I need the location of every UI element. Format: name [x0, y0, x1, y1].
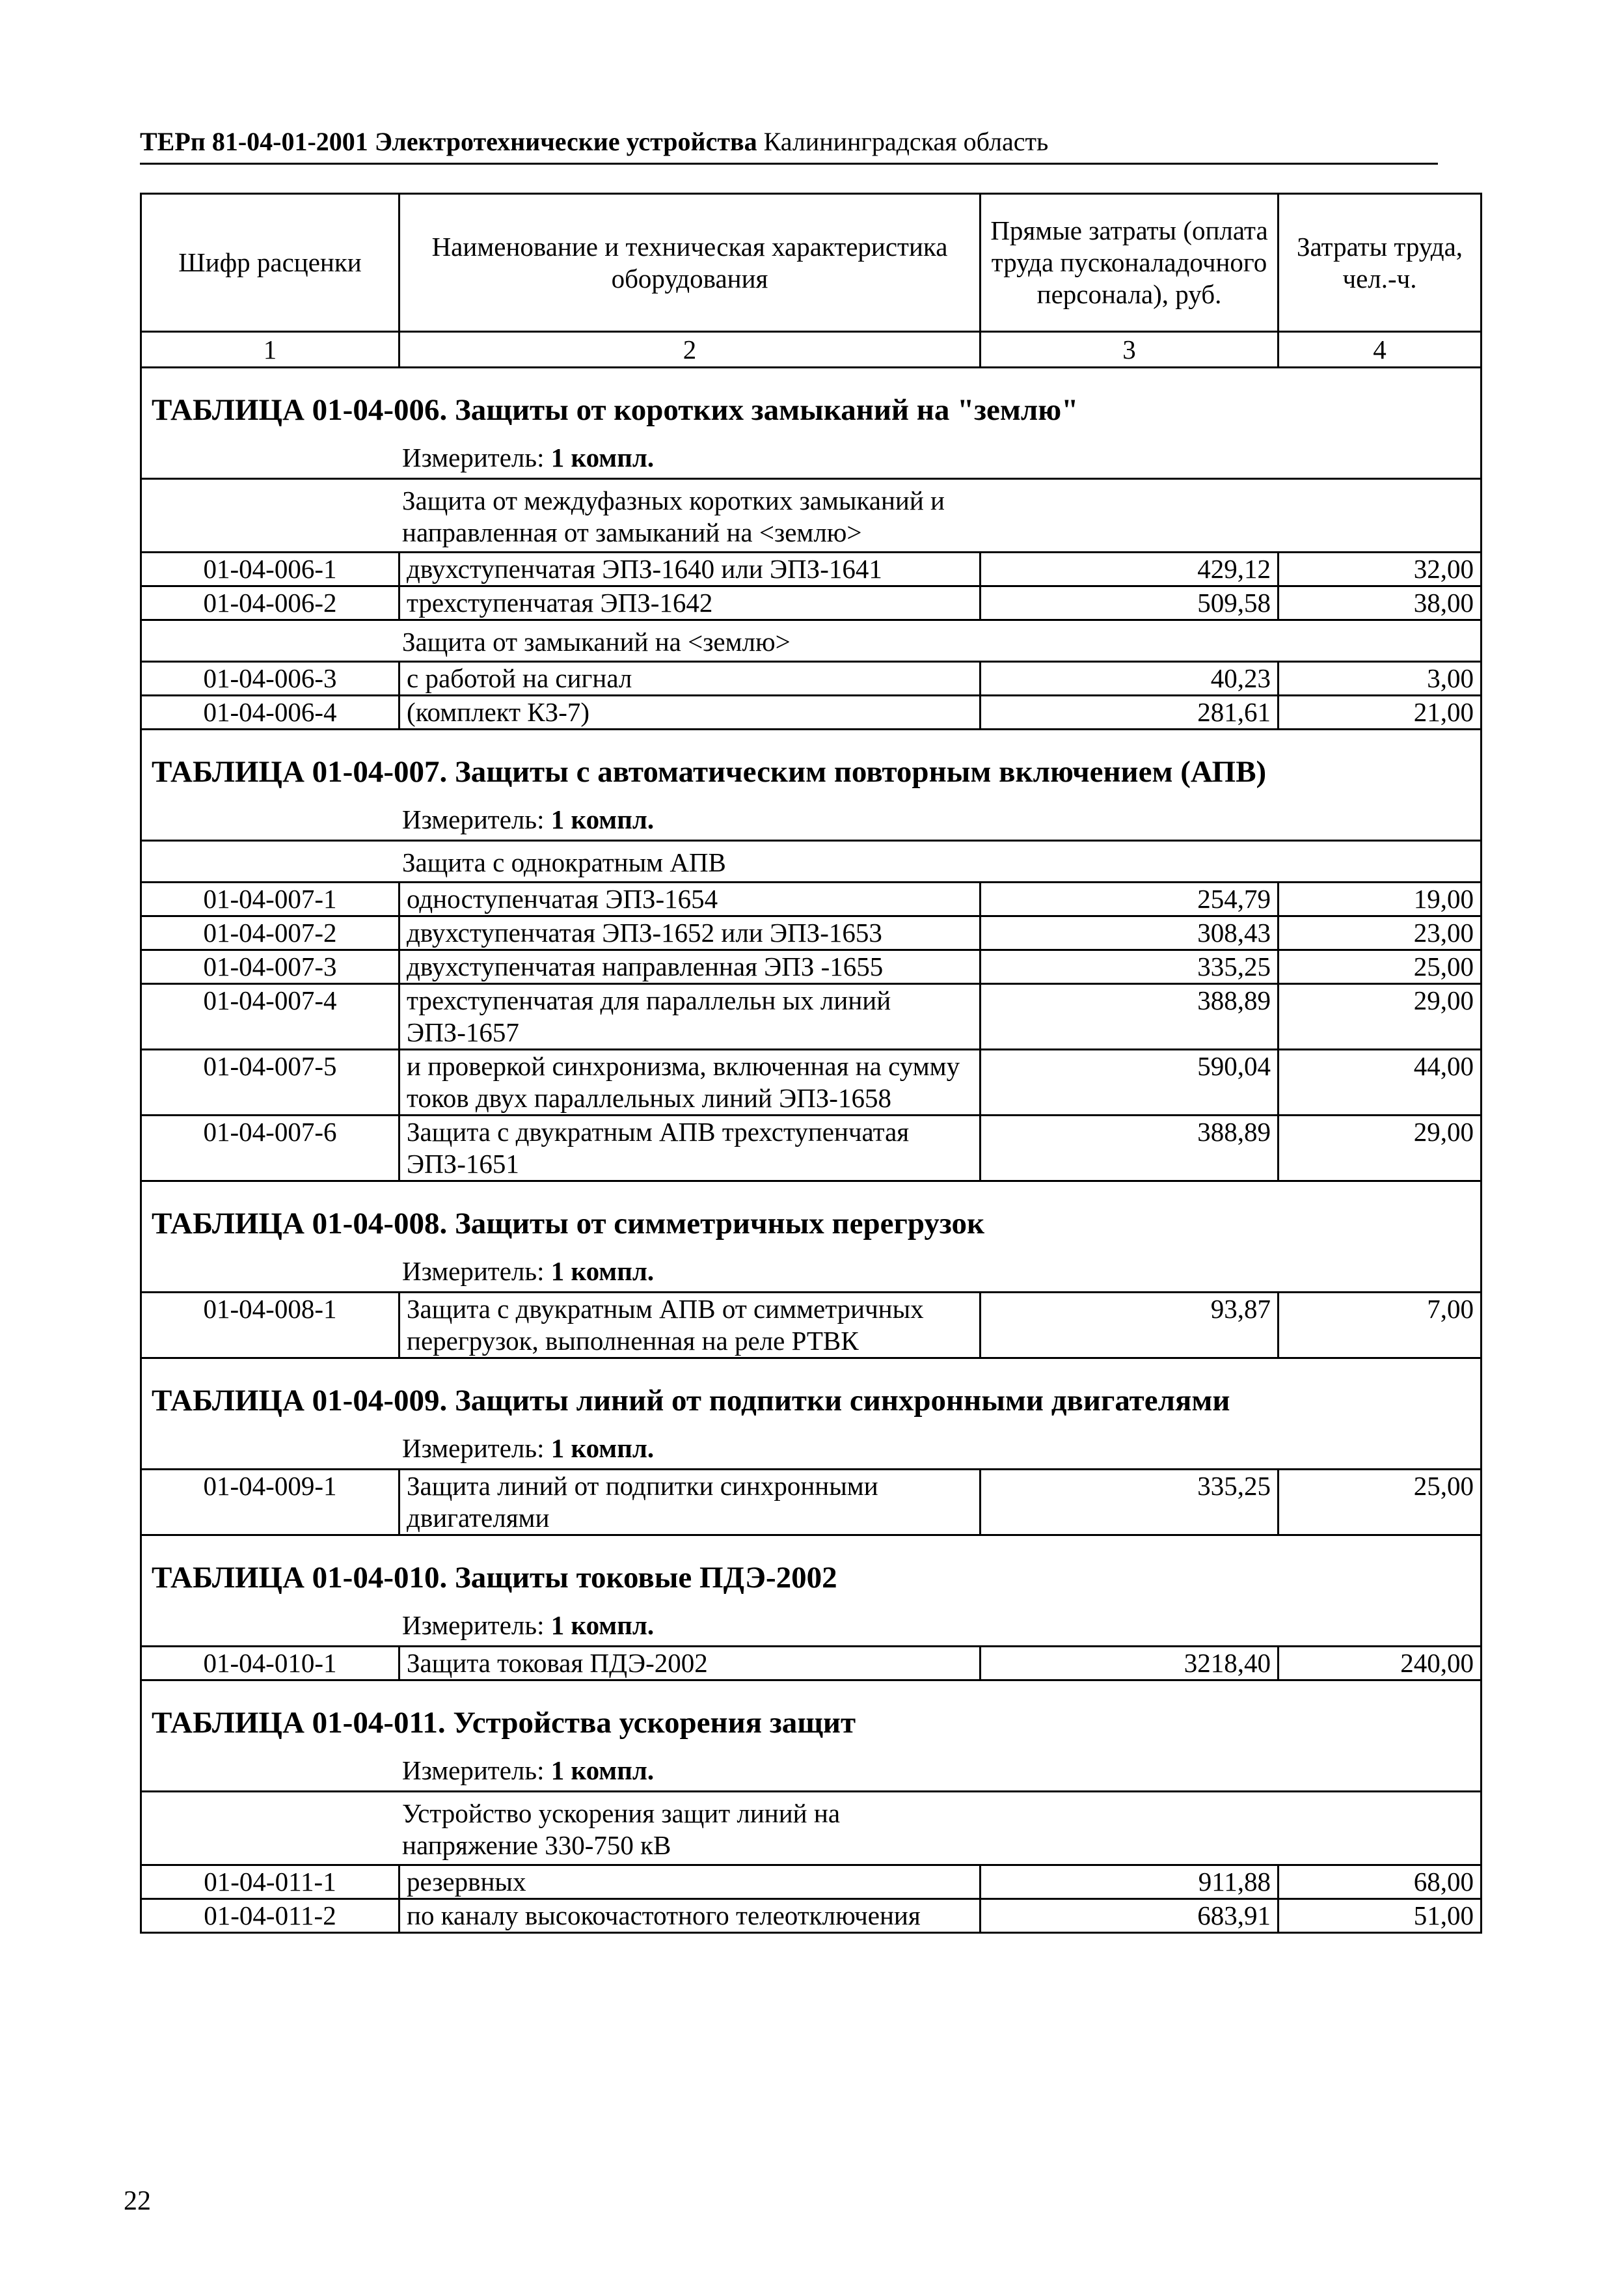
rate-name: одноступенчатая ЭПЗ-1654	[399, 883, 981, 916]
rate-code: 01-04-007-2	[141, 916, 399, 950]
doc-code: ТЕРп 81-04-01-2001	[140, 127, 368, 156]
rate-cost: 40,23	[981, 662, 1279, 696]
unit-of-measure	[141, 1746, 1482, 1792]
rate-name: по каналу высокочастотного телеотключения	[399, 1899, 981, 1933]
table-row	[141, 696, 1482, 730]
table-row	[141, 662, 1482, 696]
unit-value: 1 компл.	[550, 1433, 655, 1463]
rate-name: Защита с двукратным АПВ трехступенчатая ЭПЗ-1651	[399, 1116, 981, 1181]
section-title: ТАБЛИЦА 01-04-009. Защиты линий от подпитки синхронными двигателями	[141, 1358, 1482, 1424]
rate-name: с работой на сигнал	[399, 662, 981, 696]
unit-row	[141, 1600, 1482, 1647]
rate-code: 01-04-007-3	[141, 950, 399, 984]
group-caption	[141, 1792, 1482, 1865]
group-caption	[141, 479, 1482, 553]
rate-code: 01-04-011-2	[141, 1899, 399, 1933]
rate-labor: 29,00	[1279, 984, 1482, 1050]
table-row	[141, 586, 1482, 620]
rate-cost: 281,61	[981, 696, 1279, 730]
rate-code: 01-04-007-1	[141, 883, 399, 916]
column-header-code: Шифр расценки	[141, 194, 399, 332]
rate-cost: 254,79	[981, 883, 1279, 916]
unit-value: 1 компл.	[550, 443, 655, 473]
rate-code: 01-04-010-1	[141, 1647, 399, 1680]
unit-of-measure	[141, 1246, 1482, 1293]
unit-label: Измеритель:	[402, 1610, 545, 1640]
unit-value: 1 компл.	[550, 804, 655, 834]
rate-code: 01-04-006-2	[141, 586, 399, 620]
running-header	[140, 126, 1438, 158]
group-row	[141, 1792, 1482, 1865]
group-caption: Защита с однократным АПВ	[141, 841, 1482, 883]
rate-cost: 429,12	[981, 553, 1279, 586]
rate-name: и проверкой синхронизма, включенная на сумму токов двух параллельных линий ЭПЗ-1658	[399, 1050, 981, 1116]
unit-of-measure	[141, 795, 1482, 841]
section-title: ТАБЛИЦА 01-04-007. Защиты с автоматическим повторным включением (АПВ)	[141, 730, 1482, 795]
rate-labor: 25,00	[1279, 950, 1482, 984]
rate-code: 01-04-006-3	[141, 662, 399, 696]
rate-cost: 509,58	[981, 586, 1279, 620]
column-number-1: 1	[141, 332, 399, 368]
rate-name: двухступенчатая ЭПЗ-1640 или ЭПЗ-1641	[399, 553, 981, 586]
rate-code: 01-04-008-1	[141, 1293, 399, 1358]
rate-code: 01-04-011-1	[141, 1865, 399, 1899]
rate-code: 01-04-006-1	[141, 553, 399, 586]
group-caption: Защита от замыканий на <землю>	[141, 620, 1482, 662]
section-title: ТАБЛИЦА 01-04-010. Защиты токовые ПДЭ-2002	[141, 1535, 1482, 1601]
section-title: ТАБЛИЦА 01-04-008. Защиты от симметричных перегрузок	[141, 1181, 1482, 1247]
unit-label: Измеритель:	[402, 1433, 545, 1463]
rate-cost: 911,88	[981, 1865, 1279, 1899]
column-number-3: 3	[981, 332, 1279, 368]
unit-of-measure	[141, 433, 1482, 479]
rate-labor: 19,00	[1279, 883, 1482, 916]
group-row	[141, 620, 1482, 662]
table-row	[141, 1050, 1482, 1116]
rate-code: 01-04-007-4	[141, 984, 399, 1050]
column-number-2: 2	[399, 332, 981, 368]
column-header-labor: Затраты труда, чел.-ч.	[1279, 194, 1482, 332]
unit-value: 1 компл.	[550, 1755, 655, 1785]
doc-subject: Электротехнические устройства	[374, 127, 757, 156]
column-number-row	[141, 332, 1482, 368]
table-row	[141, 1293, 1482, 1358]
unit-row	[141, 1423, 1482, 1470]
table-row	[141, 553, 1482, 586]
rate-name: Защита токовая ПДЭ-2002	[399, 1647, 981, 1680]
section-title-row	[141, 1358, 1482, 1424]
rate-labor: 21,00	[1279, 696, 1482, 730]
unit-of-measure	[141, 1600, 1482, 1647]
unit-label: Измеритель:	[402, 443, 545, 473]
section-title: ТАБЛИЦА 01-04-006. Защиты от коротких замыканий на "землю"	[141, 368, 1482, 433]
rate-cost: 590,04	[981, 1050, 1279, 1116]
column-header-cost: Прямые затраты (оплата труда пусконаладочного персонала), руб.	[981, 194, 1279, 332]
rate-labor: 44,00	[1279, 1050, 1482, 1116]
unit-label: Измеритель:	[402, 804, 545, 834]
section-title-row	[141, 1535, 1482, 1601]
unit-row	[141, 433, 1482, 479]
section-title: ТАБЛИЦА 01-04-011. Устройства ускорения защит	[141, 1680, 1482, 1746]
rate-cost: 93,87	[981, 1293, 1279, 1358]
unit-row	[141, 1746, 1482, 1792]
rate-name: резервных	[399, 1865, 981, 1899]
rate-labor: 240,00	[1279, 1647, 1482, 1680]
rate-labor: 32,00	[1279, 553, 1482, 586]
rate-code: 01-04-007-6	[141, 1116, 399, 1181]
rate-cost: 335,25	[981, 950, 1279, 984]
rate-labor: 23,00	[1279, 916, 1482, 950]
rate-labor: 38,00	[1279, 586, 1482, 620]
table-row	[141, 950, 1482, 984]
table-row	[141, 1470, 1482, 1535]
section-title-row	[141, 368, 1482, 433]
rate-labor: 7,00	[1279, 1293, 1482, 1358]
unit-label: Измеритель:	[402, 1755, 545, 1785]
section-title-row	[141, 730, 1482, 795]
column-header-name: Наименование и техническая характеристика оборудования	[399, 194, 981, 332]
rate-labor: 29,00	[1279, 1116, 1482, 1181]
rate-labor: 25,00	[1279, 1470, 1482, 1535]
rate-name: двухступенчатая ЭПЗ-1652 или ЭПЗ-1653	[399, 916, 981, 950]
rate-name: трехступенчатая для параллельн ых линий ЭПЗ-1657	[399, 984, 981, 1050]
rate-cost: 683,91	[981, 1899, 1279, 1933]
section-title-row	[141, 1680, 1482, 1746]
unit-row	[141, 795, 1482, 841]
unit-value: 1 компл.	[550, 1256, 655, 1286]
table-row	[141, 1647, 1482, 1680]
rate-code: 01-04-009-1	[141, 1470, 399, 1535]
doc-region: Калининградская область	[763, 127, 1049, 156]
rate-code: 01-04-006-4	[141, 696, 399, 730]
column-number-4: 4	[1279, 332, 1482, 368]
rate-cost: 3218,40	[981, 1647, 1279, 1680]
rate-labor: 68,00	[1279, 1865, 1482, 1899]
table-row	[141, 916, 1482, 950]
table-row	[141, 883, 1482, 916]
section-title-row	[141, 1181, 1482, 1247]
rate-labor: 3,00	[1279, 662, 1482, 696]
rate-name: двухступенчатая направленная ЭПЗ -1655	[399, 950, 981, 984]
column-header-row	[141, 194, 1482, 332]
rate-labor: 51,00	[1279, 1899, 1482, 1933]
group-row	[141, 479, 1482, 553]
group-caption-text: Устройство ускорения защит линий на напряжение 330-750 кВ	[402, 1798, 841, 1860]
rate-name: (комплект КЗ-7)	[399, 696, 981, 730]
unit-label: Измеритель:	[402, 1256, 545, 1286]
unit-row	[141, 1246, 1482, 1293]
unit-of-measure	[141, 1423, 1482, 1470]
table-row	[141, 984, 1482, 1050]
rate-name: трехступенчатая ЭПЗ-1642	[399, 586, 981, 620]
rate-code: 01-04-007-5	[141, 1050, 399, 1116]
group-row	[141, 841, 1482, 883]
rate-cost: 388,89	[981, 984, 1279, 1050]
rate-cost: 388,89	[981, 1116, 1279, 1181]
rate-name: Защита линий от подпитки синхронными двигателями	[399, 1470, 981, 1535]
table-row	[141, 1116, 1482, 1181]
group-caption-text: Защита от междуфазных коротких замыканий и направленная от замыканий на <землю>	[402, 486, 945, 547]
table-row	[141, 1899, 1482, 1933]
rate-name: Защита с двукратным АПВ от симметричных перегрузок, выполненная на реле РТВК	[399, 1293, 981, 1358]
unit-value: 1 компл.	[550, 1610, 655, 1640]
rate-cost: 335,25	[981, 1470, 1279, 1535]
page-number: 22	[124, 2186, 151, 2216]
table-row	[141, 1865, 1482, 1899]
rate-cost: 308,43	[981, 916, 1279, 950]
header-rule	[140, 163, 1438, 165]
price-table	[140, 193, 1482, 1934]
